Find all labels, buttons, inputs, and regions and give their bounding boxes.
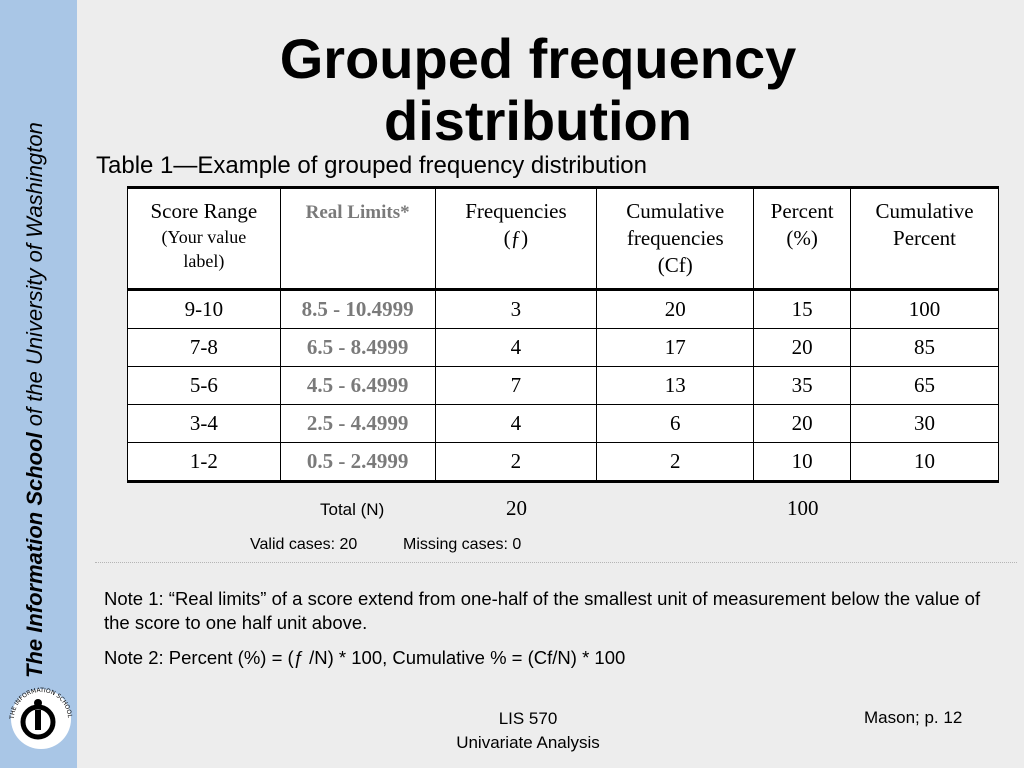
- header-score-range-sub2: label): [183, 251, 225, 271]
- cell-score-range: 1-2: [128, 443, 281, 482]
- cell-cumulative-frequency: 17: [597, 329, 754, 367]
- table-row: [128, 329, 999, 367]
- header-percent-line1: Percent: [770, 199, 834, 223]
- cell-frequency: 4: [435, 329, 597, 367]
- header-percent-line2: (%): [786, 226, 818, 250]
- page-title: [150, 28, 926, 152]
- cell-score-range: 3-4: [128, 405, 281, 443]
- cell-cumulative-frequency: 2: [597, 443, 754, 482]
- missing-cases: Missing cases: 0: [403, 536, 522, 553]
- header-frequencies-symbol: (ƒ): [503, 226, 529, 250]
- footer-course: LIS 570: [498, 709, 558, 728]
- cell-frequency: 2: [435, 443, 597, 482]
- cell-score-range: 7-8: [128, 329, 281, 367]
- header-cumulative-pct-line1: Cumulative: [875, 199, 974, 223]
- header-real-limits: [280, 188, 435, 290]
- total-percent-value: 100: [787, 496, 819, 520]
- page-title-line-2: distribution: [384, 89, 692, 152]
- cell-real-limits: 6.5 - 8.4999: [280, 329, 435, 367]
- cell-percent: 20: [754, 329, 851, 367]
- sidebar-school-text: [22, 122, 48, 678]
- cell-score-range: 5-6: [128, 367, 281, 405]
- cell-real-limits: 8.5 - 10.4999: [280, 290, 435, 329]
- header-real-limits-label: Real Limits*: [305, 202, 410, 223]
- cell-cumulative-percent: 85: [851, 329, 999, 367]
- header-cumulative-freq-line3: (Cf): [657, 253, 693, 277]
- total-n-value: 20: [506, 496, 527, 520]
- cell-cumulative-percent: 100: [851, 290, 999, 329]
- cell-percent: 35: [754, 367, 851, 405]
- table-row: [128, 367, 999, 405]
- cell-cumulative-frequency: 6: [597, 405, 754, 443]
- note-1: Note 1: “Real limits” of a score extend from one-half of the smallest unit of measurement below the value of the score to one half unit above.: [104, 588, 981, 633]
- header-cumulative-freq-line2: frequencies: [626, 226, 724, 250]
- cell-cumulative-frequency: 20: [597, 290, 754, 329]
- header-cumulative-percent: [851, 188, 999, 290]
- cell-frequency: 7: [435, 367, 597, 405]
- header-cumulative-pct-line2: Percent: [893, 226, 957, 250]
- frequency-table: [127, 186, 999, 483]
- header-cumulative-frequencies: [597, 188, 754, 290]
- cell-frequency: 3: [435, 290, 597, 329]
- footer-source: Mason; p. 12: [864, 708, 963, 727]
- header-frequencies: [435, 188, 597, 290]
- logo-ring-text: THE INFORMATION SCHOOL: [8, 686, 74, 720]
- cell-real-limits: 2.5 - 4.4999: [280, 405, 435, 443]
- table-row: [128, 290, 999, 329]
- sidebar-school-name: The Information School: [22, 432, 47, 678]
- sidebar-university-name: of the University of Washington: [22, 122, 47, 433]
- header-score-range-label: Score Range: [150, 199, 258, 223]
- cell-frequency: 4: [435, 405, 597, 443]
- header-cumulative-freq-line1: Cumulative: [626, 199, 725, 223]
- cell-percent: 10: [754, 443, 851, 482]
- page-title-line-1: Grouped frequency: [279, 27, 797, 90]
- table-header-row: [128, 188, 999, 290]
- cell-cumulative-percent: 30: [851, 405, 999, 443]
- cell-cumulative-frequency: 13: [597, 367, 754, 405]
- header-score-range-sub1: (Your value: [161, 227, 247, 247]
- cell-percent: 15: [754, 290, 851, 329]
- header-frequencies-label: Frequencies: [465, 199, 567, 223]
- footer-course-info: [400, 707, 656, 755]
- cell-cumulative-percent: 65: [851, 367, 999, 405]
- cell-real-limits: 4.5 - 6.4999: [280, 367, 435, 405]
- header-percent: [754, 188, 851, 290]
- note-2: Note 2: Percent (%) = (ƒ /N) * 100, Cumulative % = (Cf/N) * 100: [104, 647, 626, 668]
- cell-score-range: 9-10: [128, 290, 281, 329]
- cell-percent: 20: [754, 405, 851, 443]
- table-row: [128, 405, 999, 443]
- section-divider: [95, 562, 1017, 563]
- footer-topic: Univariate Analysis: [456, 733, 600, 752]
- cell-cumulative-percent: 10: [851, 443, 999, 482]
- cell-real-limits: 0.5 - 2.4999: [280, 443, 435, 482]
- total-label: Total (N): [320, 500, 385, 519]
- header-score-range: [128, 188, 281, 290]
- table-row: [128, 443, 999, 482]
- sidebar-band: [0, 0, 77, 768]
- table-caption: Table 1—Example of grouped frequency distribution: [96, 152, 647, 179]
- information-school-logo-icon: [8, 686, 74, 752]
- valid-cases: Valid cases: 20: [250, 536, 358, 553]
